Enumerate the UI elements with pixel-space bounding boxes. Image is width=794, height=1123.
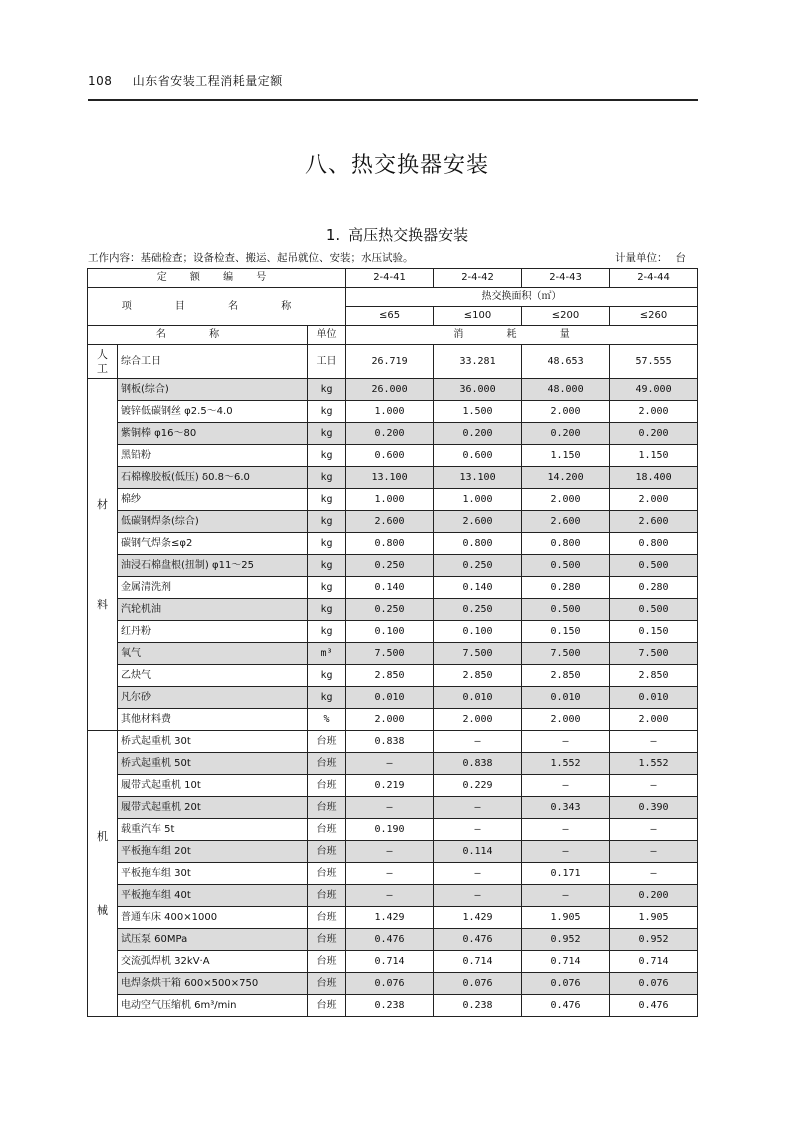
item-unit: kg <box>308 665 346 687</box>
category-cell <box>88 731 118 1017</box>
item-unit: kg <box>308 511 346 533</box>
item-name: 乙炔气 <box>118 665 308 687</box>
consumption-value: — <box>346 863 434 885</box>
consumption-value: 0.800 <box>522 533 610 555</box>
consumption-value: 0.076 <box>522 973 610 995</box>
consumption-value: 1.000 <box>346 401 434 423</box>
consumption-value: — <box>522 775 610 797</box>
item-unit: kg <box>308 489 346 511</box>
consumption-value: 0.010 <box>346 687 434 709</box>
table-row <box>88 489 698 511</box>
consumption-value: 26.719 <box>346 345 434 379</box>
consumption-value: 0.280 <box>522 577 610 599</box>
consumption-value: 48.653 <box>522 345 610 379</box>
consumption-value: 0.714 <box>522 951 610 973</box>
consumption-value: 0.114 <box>434 841 522 863</box>
consumption-value: 1.150 <box>522 445 610 467</box>
consumption-value: 1.429 <box>434 907 522 929</box>
item-name: 碳钢气焊条≤φ2 <box>118 533 308 555</box>
measure-unit-label: 计量单位： <box>615 252 668 264</box>
consumption-value: 0.171 <box>522 863 610 885</box>
table-row <box>88 423 698 445</box>
consumption-value: 26.000 <box>346 379 434 401</box>
consumption-value: 0.500 <box>610 555 698 577</box>
consumption-value: 0.140 <box>434 577 522 599</box>
consumption-value: — <box>522 819 610 841</box>
item-unit: kg <box>308 379 346 401</box>
consumption-value: 0.714 <box>610 951 698 973</box>
item-unit: 台班 <box>308 841 346 863</box>
quota-code: 2-4-42 <box>434 269 522 288</box>
consumption-value: — <box>610 731 698 753</box>
consumption-value: 7.500 <box>346 643 434 665</box>
consumption-value: 14.200 <box>522 467 610 489</box>
consumption-value: — <box>522 885 610 907</box>
consumption-value: — <box>434 797 522 819</box>
item-unit: 台班 <box>308 775 346 797</box>
consumption-value: 0.714 <box>346 951 434 973</box>
consumption-value: 0.838 <box>346 731 434 753</box>
category-cell <box>88 345 118 379</box>
item-name: 钢板(综合) <box>118 379 308 401</box>
page-number: 108 <box>88 74 113 88</box>
unit-column-header: 单位 <box>308 326 346 345</box>
consumption-value: 0.140 <box>346 577 434 599</box>
consumption-value: — <box>434 731 522 753</box>
consumption-value: 2.000 <box>610 709 698 731</box>
header-rule <box>88 99 698 101</box>
chapter-title: 八、热交换器安装 <box>304 153 489 178</box>
book-title: 山东省安装工程消耗量定额 <box>132 74 283 88</box>
table-row <box>88 555 698 577</box>
consumption-value: 1.000 <box>346 489 434 511</box>
consumption-value: 18.400 <box>610 467 698 489</box>
consumption-value: 0.838 <box>434 753 522 775</box>
item-unit: 台班 <box>308 731 346 753</box>
category-spacer <box>88 512 117 598</box>
item-name: 履带式起重机 20t <box>118 797 308 819</box>
consumption-value: 0.100 <box>346 621 434 643</box>
table-row <box>88 951 698 973</box>
heat-exchange-area-label: 热交换面积（㎡） <box>346 288 698 307</box>
table-row <box>88 533 698 555</box>
consumption-value: 2.850 <box>610 665 698 687</box>
consumption-value: 0.238 <box>346 995 434 1017</box>
consumption-value: 1.500 <box>434 401 522 423</box>
consumption-value: 2.000 <box>434 709 522 731</box>
table-row <box>88 863 698 885</box>
item-name: 履带式起重机 10t <box>118 775 308 797</box>
consumption-value: — <box>610 841 698 863</box>
area-value: ≤65 <box>346 307 434 326</box>
item-name: 红丹粉 <box>118 621 308 643</box>
consumption-value: — <box>434 819 522 841</box>
consumption-value: 0.500 <box>610 599 698 621</box>
item-name: 油浸石棉盘根(扭制) φ11～25 <box>118 555 308 577</box>
table-row <box>88 841 698 863</box>
item-unit: kg <box>308 445 346 467</box>
consumption-value: 0.952 <box>610 929 698 951</box>
item-unit: kg <box>308 533 346 555</box>
work-content: 工作内容：基础检查；设备检查、搬运、起吊就位、安装；水压试验。 <box>88 252 414 264</box>
consumption-value: 0.952 <box>522 929 610 951</box>
item-name-row <box>88 288 698 307</box>
consumption-value: 1.552 <box>610 753 698 775</box>
item-name-label: 项 目 名 称 <box>88 288 346 326</box>
consumption-value: 0.200 <box>434 423 522 445</box>
table-row <box>88 621 698 643</box>
consumption-value: — <box>346 841 434 863</box>
item-name: 综合工日 <box>118 345 308 379</box>
consumption-value: 0.010 <box>522 687 610 709</box>
item-unit: 台班 <box>308 951 346 973</box>
consumption-value: — <box>610 819 698 841</box>
consumption-value: 0.250 <box>346 599 434 621</box>
item-unit: 工日 <box>308 345 346 379</box>
section-number: 1. <box>325 226 341 244</box>
consumption-value: 2.000 <box>522 709 610 731</box>
name-column-header: 名 称 <box>88 326 308 345</box>
consumption-value: 0.250 <box>434 599 522 621</box>
item-name: 石棉橡胶板(低压) δ0.8～6.0 <box>118 467 308 489</box>
consumption-value: 2.850 <box>346 665 434 687</box>
consumption-value: 7.500 <box>522 643 610 665</box>
consumption-value: 0.600 <box>346 445 434 467</box>
consumption-value: 0.714 <box>434 951 522 973</box>
consumption-value: 0.010 <box>434 687 522 709</box>
section-title-text: 高压热交换器安装 <box>348 226 469 244</box>
running-header <box>88 72 698 89</box>
consumption-value: 7.500 <box>610 643 698 665</box>
consumption-value: 2.000 <box>346 709 434 731</box>
category-label: 人 <box>97 347 108 361</box>
table-row <box>88 797 698 819</box>
table-row <box>88 665 698 687</box>
category-spacer <box>88 844 117 904</box>
table-row <box>88 973 698 995</box>
item-name: 电动空气压缩机 6m³/min <box>118 995 308 1017</box>
consumption-value: 1.150 <box>610 445 698 467</box>
table-row <box>88 467 698 489</box>
consumption-value: 0.200 <box>610 423 698 445</box>
item-name: 金属清洗剂 <box>118 577 308 599</box>
item-unit: 台班 <box>308 929 346 951</box>
table-row <box>88 775 698 797</box>
area-value: ≤100 <box>434 307 522 326</box>
item-name: 平板拖车组 40t <box>118 885 308 907</box>
category-label: 材 <box>97 497 108 511</box>
consumption-value: 2.600 <box>610 511 698 533</box>
item-name: 黑铅粉 <box>118 445 308 467</box>
table-row <box>88 929 698 951</box>
item-name: 平板拖车组 30t <box>118 863 308 885</box>
consumption-value: 0.150 <box>610 621 698 643</box>
item-unit: 台班 <box>308 753 346 775</box>
consumption-value: 0.076 <box>346 973 434 995</box>
consumption-value: 0.800 <box>434 533 522 555</box>
consumption-value: 0.100 <box>434 621 522 643</box>
item-name: 交流弧焊机 32kV·A <box>118 951 308 973</box>
item-name: 电焊条烘干箱 600×500×750 <box>118 973 308 995</box>
consumption-value: 2.000 <box>522 489 610 511</box>
consumption-value: 7.500 <box>434 643 522 665</box>
item-unit: kg <box>308 555 346 577</box>
category-label: 械 <box>97 903 108 917</box>
item-name: 棉纱 <box>118 489 308 511</box>
item-name: 载重汽车 5t <box>118 819 308 841</box>
column-header-row <box>88 326 698 345</box>
item-name: 氧气 <box>118 643 308 665</box>
item-name: 其他材料费 <box>118 709 308 731</box>
consumption-value: 0.476 <box>522 995 610 1017</box>
table-row <box>88 687 698 709</box>
consumption-value: — <box>522 731 610 753</box>
consumption-value: 1.000 <box>434 489 522 511</box>
consumption-value: 1.905 <box>610 907 698 929</box>
quota-code-label: 定 额 编 号 <box>88 269 346 288</box>
consumption-value: 0.343 <box>522 797 610 819</box>
quota-code: 2-4-43 <box>522 269 610 288</box>
table-row <box>88 709 698 731</box>
consumption-column-header: 消 耗 量 <box>346 326 698 345</box>
item-unit: m³ <box>308 643 346 665</box>
consumption-value: 0.229 <box>434 775 522 797</box>
consumption-value: 0.250 <box>346 555 434 577</box>
table-row <box>88 753 698 775</box>
consumption-value: 0.200 <box>522 423 610 445</box>
measure-unit-value: 台 <box>675 252 686 264</box>
table-row <box>88 885 698 907</box>
item-name: 凡尔砂 <box>118 687 308 709</box>
consumption-value: 0.476 <box>346 929 434 951</box>
consumption-value: 0.476 <box>610 995 698 1017</box>
consumption-value: 0.076 <box>610 973 698 995</box>
table-row <box>88 379 698 401</box>
table-row <box>88 995 698 1017</box>
area-value: ≤200 <box>522 307 610 326</box>
category-cell <box>88 379 118 731</box>
consumption-value: 0.200 <box>610 885 698 907</box>
consumption-value: 13.100 <box>346 467 434 489</box>
consumption-value: 2.600 <box>434 511 522 533</box>
consumption-value: 1.905 <box>522 907 610 929</box>
item-name: 平板拖车组 20t <box>118 841 308 863</box>
table-row <box>88 907 698 929</box>
consumption-value: — <box>346 885 434 907</box>
quota-code: 2-4-44 <box>610 269 698 288</box>
table-row <box>88 401 698 423</box>
consumption-value: 36.000 <box>434 379 522 401</box>
consumption-value: 0.250 <box>434 555 522 577</box>
category-label: 工 <box>97 361 108 375</box>
consumption-value: — <box>434 863 522 885</box>
consumption-value: 0.476 <box>434 929 522 951</box>
item-unit: kg <box>308 599 346 621</box>
table-row <box>88 643 698 665</box>
consumption-value: — <box>346 753 434 775</box>
measure-unit <box>615 250 686 265</box>
consumption-value: 2.850 <box>434 665 522 687</box>
consumption-value: 0.150 <box>522 621 610 643</box>
consumption-value: 2.000 <box>610 401 698 423</box>
item-name: 紫铜棒 φ16～80 <box>118 423 308 445</box>
item-name: 低碳钢焊条(综合) <box>118 511 308 533</box>
consumption-value: — <box>610 775 698 797</box>
consumption-value: 0.280 <box>610 577 698 599</box>
consumption-value: 49.000 <box>610 379 698 401</box>
item-unit: 台班 <box>308 863 346 885</box>
category-label: 料 <box>97 597 108 611</box>
item-unit: % <box>308 709 346 731</box>
quota-code-row <box>88 269 698 288</box>
category-label: 机 <box>97 829 108 843</box>
table-row <box>88 731 698 753</box>
consumption-value: — <box>434 885 522 907</box>
consumption-value: 0.076 <box>434 973 522 995</box>
consumption-value: 57.555 <box>610 345 698 379</box>
item-unit: 台班 <box>308 885 346 907</box>
consumption-value: 2.850 <box>522 665 610 687</box>
item-unit: 台班 <box>308 819 346 841</box>
area-value: ≤260 <box>610 307 698 326</box>
consumption-value: — <box>610 863 698 885</box>
item-name: 桥式起重机 30t <box>118 731 308 753</box>
table-row <box>88 599 698 621</box>
consumption-value: 13.100 <box>434 467 522 489</box>
consumption-value: 1.552 <box>522 753 610 775</box>
item-unit: 台班 <box>308 907 346 929</box>
item-unit: 台班 <box>308 995 346 1017</box>
consumption-value: 0.800 <box>346 533 434 555</box>
table-row <box>88 511 698 533</box>
consumption-value: 48.000 <box>522 379 610 401</box>
item-unit: kg <box>308 687 346 709</box>
item-unit: kg <box>308 467 346 489</box>
consumption-value: 0.390 <box>610 797 698 819</box>
item-unit: kg <box>308 577 346 599</box>
consumption-value: — <box>522 841 610 863</box>
table-row <box>88 577 698 599</box>
table-row <box>88 819 698 841</box>
consumption-value: 0.190 <box>346 819 434 841</box>
consumption-value: 33.281 <box>434 345 522 379</box>
consumption-value: 0.238 <box>434 995 522 1017</box>
consumption-value: — <box>346 797 434 819</box>
section-title <box>0 224 794 245</box>
item-name: 试压泵 60MPa <box>118 929 308 951</box>
consumption-value: 0.600 <box>434 445 522 467</box>
consumption-value: 0.800 <box>610 533 698 555</box>
item-name: 镀锌低碳钢丝 φ2.5～4.0 <box>118 401 308 423</box>
consumption-value: 2.000 <box>522 401 610 423</box>
consumption-value: 0.219 <box>346 775 434 797</box>
item-unit: kg <box>308 401 346 423</box>
item-unit: 台班 <box>308 973 346 995</box>
item-unit: kg <box>308 423 346 445</box>
item-name: 普通车床 400×1000 <box>118 907 308 929</box>
table-row <box>88 445 698 467</box>
consumption-value: 0.010 <box>610 687 698 709</box>
quota-code: 2-4-41 <box>346 269 434 288</box>
table-row <box>88 345 698 379</box>
consumption-value: 1.429 <box>346 907 434 929</box>
consumption-value: 0.200 <box>346 423 434 445</box>
item-unit: kg <box>308 621 346 643</box>
consumption-value: 2.600 <box>522 511 610 533</box>
consumption-value: 2.000 <box>610 489 698 511</box>
consumption-value: 0.500 <box>522 599 610 621</box>
item-unit: 台班 <box>308 797 346 819</box>
consumption-value: 2.600 <box>346 511 434 533</box>
item-name: 汽轮机油 <box>118 599 308 621</box>
quota-table <box>87 268 698 1017</box>
item-name: 桥式起重机 50t <box>118 753 308 775</box>
consumption-value: 0.500 <box>522 555 610 577</box>
